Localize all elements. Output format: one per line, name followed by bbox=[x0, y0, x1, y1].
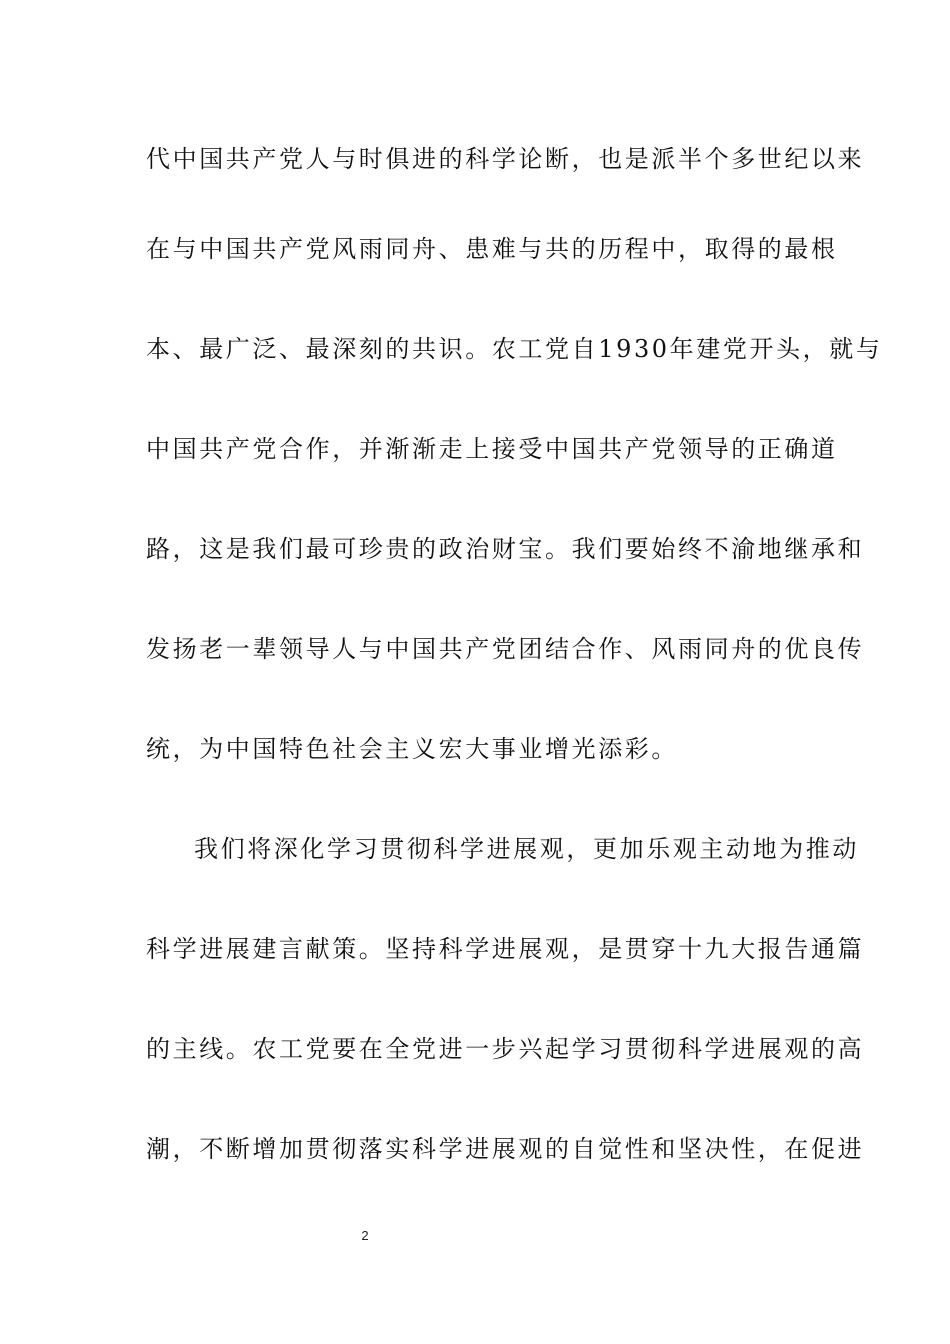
text-line: 统，为中国特色社会主义宏大事业增光添彩。 bbox=[146, 735, 678, 763]
page-number: 2 bbox=[361, 1228, 369, 1243]
text-line: 的主线。农工党要在全党进一步兴起学习贯彻科学进展观的高 bbox=[146, 1035, 865, 1063]
text-line: 在与中国共产党风雨同舟、患难与共的历程中，取得的最根 bbox=[146, 235, 838, 263]
paragraph-first-line: 我们将深化学习贯彻科学进展观，更加乐观主动地为推动 bbox=[194, 835, 859, 863]
text-line: 代中国共产党人与时俱进的科学论断，也是派半个多世纪以来 bbox=[146, 145, 865, 173]
text-line: 中国共产党合作，并渐渐走上接受中国共产党领导的正确道 bbox=[146, 435, 838, 463]
text-line: 路，这是我们最可珍贵的政治财宝。我们要始终不渝地继承和 bbox=[146, 535, 865, 563]
text-line: 科学进展建言献策。坚持科学进展观，是贯穿十九大报告通篇 bbox=[146, 935, 865, 963]
text-line: 潮，不断增加贯彻落实科学进展观的自觉性和坚决性，在促进 bbox=[146, 1135, 865, 1163]
text-line: 发扬老一辈领导人与中国共产党团结合作、风雨同舟的优良传 bbox=[146, 635, 865, 663]
text-line: 本、最广泛、最深刻的共识。农工党自1930年建党开头，就与 bbox=[146, 335, 883, 363]
